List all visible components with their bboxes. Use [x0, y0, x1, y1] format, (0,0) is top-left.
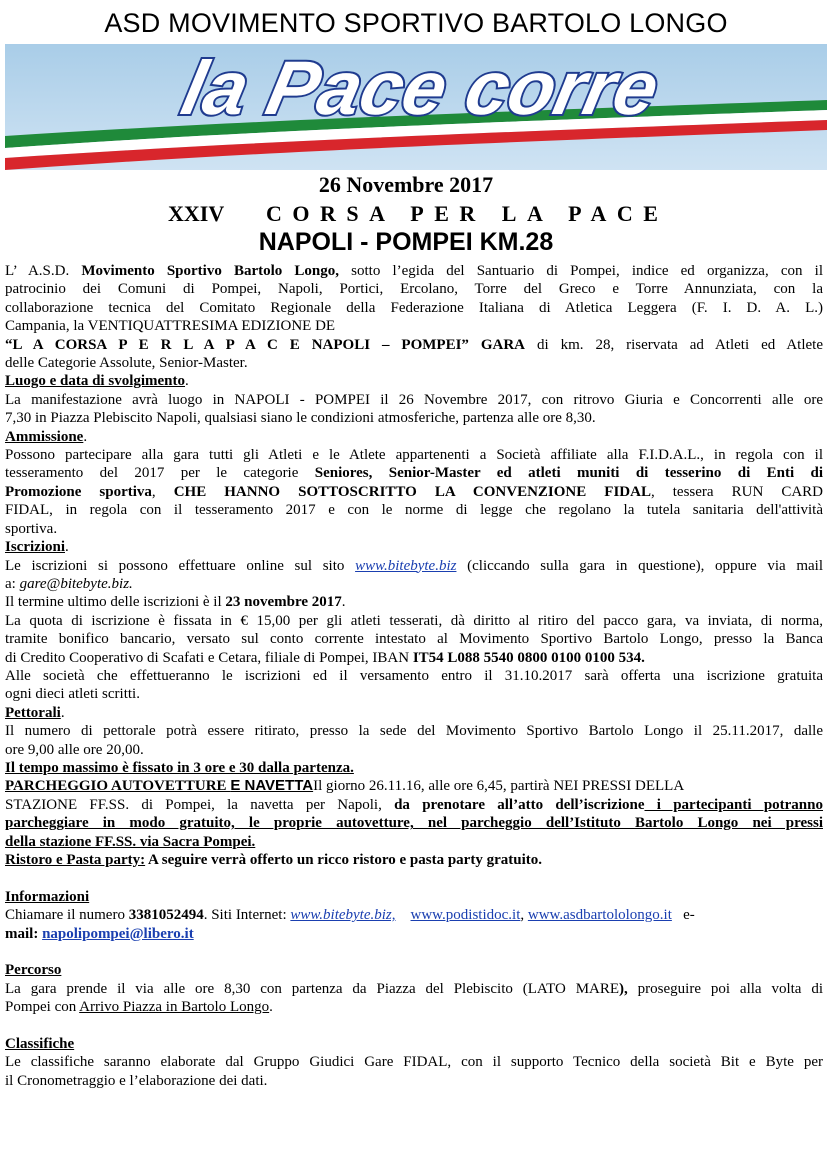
org-title: ASD MOVIMENTO SPORTIVO BARTOLO LONGO	[104, 8, 728, 38]
iscrizioni-line-8: ogni dieci atleti scritti.	[5, 686, 140, 703]
bitebyte-site-link[interactable]: www.bitebyte.biz,	[290, 907, 396, 924]
parcheggio-line-2: STAZIONE FF.SS. di Pompei, la navetta per Napoli, da prenotare all’atto dell’iscrizione i partecipanti potranno	[5, 796, 823, 813]
percorso-line-2: Pompei con Arrivo Piazza in Bartolo Longo.	[5, 999, 273, 1016]
informazioni-heading: Informazioni	[5, 888, 90, 905]
percorso-line-1: La gara prende il via alle ore 8,30 con partenza da Piazza del Plebiscito (LATO MARE), proseguire poi alla volta di	[5, 980, 823, 997]
luogo-line-1: La manifestazione avrà luogo in NAPOLI - POMPEI il 26 Novembre 2017, con ritrovo Giuria e Concorrenti alle ore	[5, 391, 823, 408]
pettorali-line-1: Il numero di pettorale potrà essere ritirato, presso la sede del Movimento Sportivo Bartolo Longo il 25.11.2017, dalle	[5, 723, 823, 740]
luogo-heading: Luogo e data di svolgimento.	[5, 373, 189, 390]
pettorali-heading: Pettorali.	[5, 704, 65, 721]
ammissione-heading: Ammissione.	[5, 428, 88, 445]
iscrizioni-heading: Iscrizioni.	[5, 539, 69, 556]
luogo-line-2: 7,30 in Piazza Plebiscito Napoli, qualsiasi siano le condizioni atmosferiche, partenza alle ore 8,30.	[5, 410, 596, 427]
la-pace-corre-banner	[5, 44, 827, 170]
informazioni-line-1: Chiamare il numero 3381052494. Siti Internet: www.bitebyte.biz, www.podistidoc.it, www.asdbartololongo.it e-	[5, 907, 695, 924]
asdbartololongo-link[interactable]: www.asdbartololongo.it	[527, 907, 672, 924]
pettorali-line-2: ore 9,00 alle ore 20,00.	[5, 741, 144, 758]
iban: IT54 L088 5540 0800 0100 0100 534.	[412, 649, 645, 666]
document-body	[5, 262, 823, 1090]
event-date: 26 Novembre 2017	[318, 172, 494, 197]
gare-email: gare@bitebyte.biz.	[19, 575, 133, 592]
ammissione-line-5: sportiva.	[5, 520, 58, 537]
parcheggio-line-3: parcheggiare in modo gratuito, le proprie autovetture, nel parcheggio dell’Istituto Bartolo Longo nei pressi	[5, 815, 823, 832]
classifiche-line-1: Le classifiche saranno elaborate dal Gruppo Giudici Gare FIDAL, con il supporto Tecnico della società Bit e Byte per	[5, 1054, 823, 1071]
logo-text: la Pace corre	[174, 45, 667, 131]
intro-line-2: patrocinio dei Comuni di Pompei, Napoli, Portici, Ercolano, Torre del Greco e Torre Annunziata, con la	[5, 281, 823, 298]
intro-line-5: “L A CORSA P E R L A P A C E NAPOLI – POMPEI” GARA di km. 28, riservata ad Atleti ed Atlete	[5, 336, 823, 353]
phone-number: 3381052494	[128, 907, 204, 924]
edition-line	[168, 201, 668, 227]
iscrizioni-line-1: Le iscrizioni si possono effettuare online sul sito www.bitebyte.biz (cliccando sulla gara in questione), oppure via mail	[5, 557, 824, 574]
classifiche-line-2: il Cronometraggio e l’elaborazione dei dati.	[5, 1072, 268, 1089]
edition-title: CORSA PER LA PACE	[266, 201, 669, 226]
intro-line-6: delle Categorie Assolute, Senior-Master.	[5, 355, 248, 372]
tempo-massimo: Il tempo massimo è fissato in 3 ore e 30 dalla partenza.	[5, 759, 354, 776]
ammissione-line-3: Promozione sportiva, CHE HANNO SOTTOSCRITTO LA CONVENZIONE FIDAL, tessera RUN CARD	[5, 483, 824, 500]
route-title: NAPOLI - POMPEI KM.28	[258, 228, 554, 256]
iscrizioni-line-6: di Credito Cooperativo di Scafati e Cetara, filiale di Pompei, IBAN IT54 L088 5540 0800 0100 0100 534.	[5, 649, 645, 666]
ammissione-line-2: tesseramento del 2017 per le categorie Seniores, Senior-Master ed atleti muniti di tesserino di Enti di	[5, 465, 823, 482]
intro-line-3: collaborazione tecnica del Comitato Regionale della Federazione Italiana di Atletica Leggera (F. I. D. A. L.)	[5, 299, 823, 316]
parcheggio-line-4: della stazione FF.SS. via Sacra Pompei.	[5, 833, 256, 850]
iscrizioni-line-4: La quota di iscrizione è fissata in € 15,00 per gli atleti tesserati, dà diritto al ritiro del pacco gara, va inviata, di norma,	[5, 612, 823, 629]
intro-line-1: L’ A.S.D. Movimento Sportivo Bartolo Longo, sotto l’egida del Santuario di Pompei, indice ed organizza, con il	[5, 263, 823, 279]
podistidoc-link[interactable]: www.podistidoc.it	[410, 907, 521, 924]
parcheggio-line-1: PARCHEGGIO AUTOVETTURE E NAVETTAIl giorno 26.11.16, alle ore 6,45, partirà NEI PRESSI DELLA	[5, 777, 685, 795]
iscrizioni-line-2: a: gare@bitebyte.biz.	[5, 575, 133, 592]
ammissione-line-4: FIDAL, in regola con il tesseramento 2017 e con le norme di legge che regolano la tutela sanitaria dell'attività	[5, 502, 823, 519]
iscrizioni-line-5: tramite bonifico bancario, versato sul conto corrente intestato al Movimento Sportivo Bartolo Longo, presso la Banca	[5, 631, 823, 648]
informazioni-line-2: mail: napolipompei@libero.it	[5, 925, 194, 942]
percorso-heading: Percorso	[5, 962, 62, 979]
intro-line-4: Campania, la VENTIQUATTRESIMA EDIZIONE DE	[5, 318, 336, 335]
iscrizioni-line-3: Il termine ultimo delle iscrizioni è il 23 novembre 2017.	[5, 594, 346, 611]
bitebyte-link[interactable]: www.bitebyte.biz	[355, 557, 457, 574]
edition-number: XXIV	[168, 201, 225, 226]
classifiche-heading: Classifiche	[5, 1036, 75, 1053]
napolipompei-email-link[interactable]: napolipompei@libero.it	[42, 925, 194, 942]
ammissione-line-1: Possono partecipare alla gara tutti gli Atleti e le Atlete appartenenti a Società affiliate alla F.I.D.A.L., in regola con il	[5, 447, 823, 464]
iscrizioni-line-7: Alle società che effettueranno le iscrizioni ed il versamento entro il 31.10.2017 sarà offerta una iscrizione gratuita	[5, 667, 823, 684]
ristoro-line: Ristoro e Pasta party: A seguire verrà offerto un ricco ristoro e pasta party gratuito.	[5, 852, 542, 868]
